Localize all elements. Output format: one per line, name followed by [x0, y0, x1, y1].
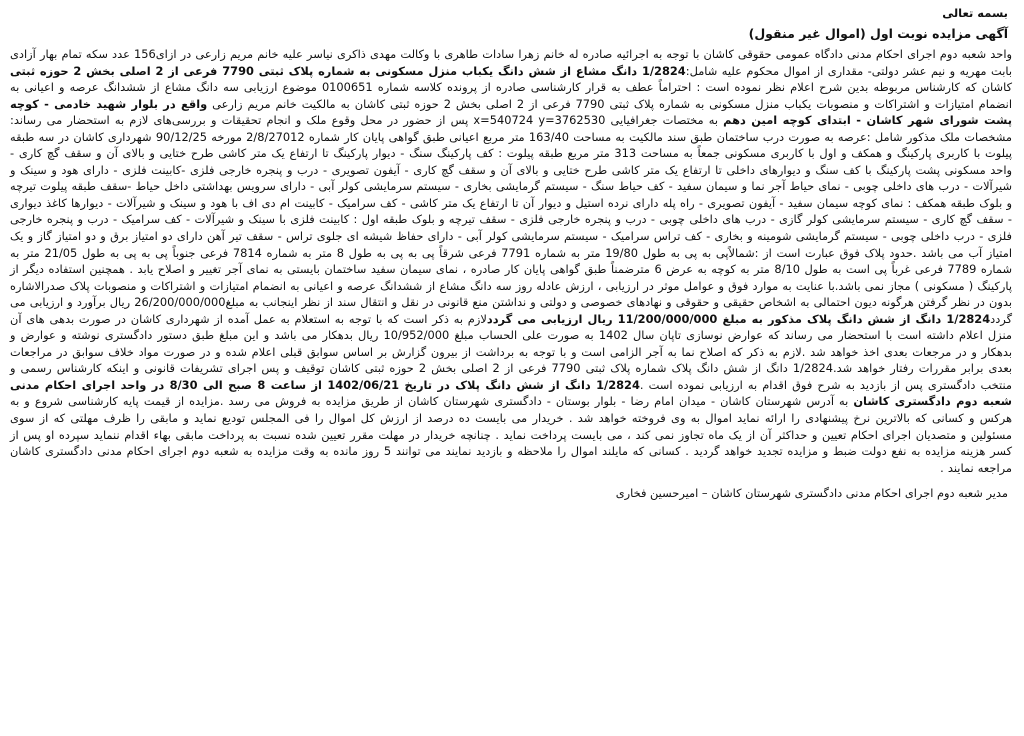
body-intro: واحد شعبه دوم اجرای احکام مدنی دادگاه عمومی حقوقی کاشان با توجه به اجرائیه صادره له خانم زهرا سادات طاهری با وکالت مهدی ذاکری نیاسر علیه خانم مریم زارعی در ازای156 عدد سکه تمام بهار آزادی بابت مهریه و نیم عشر دولتی- مقداری از اموال محکوم علیه شامل: — [10, 47, 1013, 78]
body-auction-terms: به آدرس شهرستان کاشان - میدان امام رضا - بلوار بوستان - دادگستری شهرستان کاشان از طریق مزایده به فروش می رسد .مزایده از قیمت پایه کارشناسی شروع و به هرکس و کسانی که بالاترین نرخ پیشنهادی را ارائه نماید اموال به وی فروخته خواهد شد . خریدار می بایست ده درصد از ارزش کل اموال را فی المجلس تودیع نماید و مابقی را ظرف مهلتی که از سوی مسئولین و متصدیان اجرای احکام تعیین و حداکثر آن از یک ماه تجاوز نمی کند ، می بایست پرداخت نماید . چنانچه خریدار در مهلت مقرر تعیین شده نسبت به پرداخت مابقی بهاء اقدام ننماید سپرده او پس از کسر هزینه مزایده به نفع دولت ضبط و مزایده تجدید خواهد گردید . کسانی که مایلند اموال را ملاحظه و بازدید نمایند می توانند 5 روز مانده به وقت مزایده به شعبه دوم اجرای احکام مدنی دادگستری کاشان مراجعه نمایند . — [10, 394, 1012, 475]
signature-line: مدیر شعبه دوم اجرای احکام مدنی دادگستری شهرستان کاشان – امیرحسین فخاری — [615, 486, 1008, 501]
body-property-address: واقع در بلوار شهید خادمی - کوچه پشت شورای شهر کاشان - ابتدای کوچه امین دهم — [10, 96, 1012, 128]
body-appraisal-intro: کاشان که کارشناس مربوطه بدین شرح اعلام نظر نموده است : احتراماً عطف به قرار کارشناسی صادره از پرونده کلاسه شماره 0100651 موضوع ارزیابی سه دانگ مشاع از ششدانگ عرصه و اعیانی به انضمام امتیازات و اشتراکات و منصوبات یکباب منزل مسکونی به شماره پلاک ثبتی 7790 فرعی از 2 اصلی بخش 2 حوزه ثبتی کاشان به مالکیت خانم مریم زارعی — [10, 80, 1012, 111]
notice-body — [10, 46, 1012, 476]
body-property-description: به مختصات جغرافیایی x=540724 y=3762530 پس از حضور در محل وقوع ملک و انجام تحقیقات و بررسی‌های لازم به استحضار می رساند: مشخصات ملک مذکور شامل :عرصه به صورت درب ساختمان طبق سند مالکیت به مساحت 163/40 متر مربع اعیانی طبق گواهی پایان کار شماره 2/8/27012 مورخه 90/12/25 شهرداری کاشان در سه طبقه پیلوت با کاربری پارکینگ و همکف و اول با کاربری مسکونی جمعاً به مساحت 313 متر مربع طبقه پیلوت : کف پارکینگ سنگ - دیوار پارکینگ تا ارتفاع یک متر کاشی طرح ختایی و بالای آن و سقف گچ کاری - واحد مسکونی پشت پارکینگ با کف سنگ و دیوارهای داخلی تا ارتفاع یک متر کاشی طرح ختایی و بالای آن و سقف گچ کاری - آیفون تصویری - درب و پنجره خارجی فلزی -کابینت فلزی - دارای هود و سینک و شیرآلات - درب های داخلی چوبی - نمای حیاط آجر نما و سیمان سفید - کف حیاط سنگ - سیستم گرمایشی بخاری - سیستم سرمایشی کولر آبی - دارای سرویس بهداشتی داخل حیاط -سقف طبقه پیلوت تیرچه و بلوک طبقه همکف : نمای کوچه سیمان سفید - آیفون تصویری - راه پله دارای نرده استیل و دیوار آن تا ارتفاع یک متر کاشی - کف سرامیک - کابینت ام دی اف با هود و سینک و شیرآلات - دیوارها کاغذ دیواری - سقف گچ کاری - سیستم سرمایشی کولر گازی - درب های داخلی چوبی - درب و پنجره خارجی فلزی - سقف تیرچه و بلوک طبقه اول : کابینت فلزی با سینک و شیرآلات - کف سرامیک - درب و پنجره خارجی فلزی - درب داخلی چوبی - سیستم گرمایشی شومینه و بخاری - کف تراس سرامیک - سیستم سرمایشی کولر آبی - دارای حفاظ شیشه ای جلوی تراس - سقف تیر آهن دارای دو امتیاز برق و دو امتیاز گاز و یک امتیاز آب می باشد .حدود پلاک فوق عبارت است از :شمالاًپی به پی به طول 19/80 متر به شماره 7791 فرعی شرقاً پی به پی به طول 8 متر به شماره 7814 فرعی جنوباً پی به پی به طول 21/05 متر به شماره 7789 فرعی غرباً پی است به طول 8/10 متر به کوچه به عرض 6 مترضمناً طبق گواهی پایان کار صادره ، نمای سیمان سفید ساختمان بایستی به نمای آجر تغییر و اصلاح یابد . همچنین استفاده دیگر از پارکینگ ( مسکونی ) مجاز نمی باشد.با عنایت به موارد فوق و عوامل موثر در ارزیابی ، ارزش عادله روز سه دانگ مشاع از ششدانگ عرصه و اعیانی به انضمام امتیازات و اشتراکات و منصوبات پلاک صدرالاشاره بدون در نظر گرفتن هرگونه دیون احتمالی به اشخاص حقیقی و حقوقی و نهادهای خصوصی و دولتی و نداشتن منع قانونی در نقل و انتقال سند از نظر اینجانب به مبلغ26/200/000/000 ریال برآورد و ارزیابی می گردد — [10, 113, 1013, 326]
notice-title: آگهی مزایده نوبت اول (اموال غیر منقول) — [748, 26, 1008, 41]
bismillah-heading: بسمه تعالی — [942, 6, 1008, 20]
auction-notice — [10, 4, 1012, 730]
body-appraised-value: 1/2824 دانگ از شش دانگ پلاک مذکور به مبلغ 11/200/000/000 ریال ارزیابی می گردد — [486, 311, 991, 326]
body-auction-date: 1/2824 دانگ از شش دانگ پلاک در تاریخ 1402/06/21 از ساعت 8 صبح الی 8/30 در واحد اجرای احکام مدنی شعبه دوم دادگستری کاشان — [10, 377, 1012, 409]
body-property-share: 1/2824 دانگ مشاع از شش دانگ یکباب منزل مسکونی به شماره پلاک ثبتی 7790 فرعی از 2 اصلی بخش 2 حوزه ثبتی — [10, 63, 686, 78]
body-municipal-debts: لازم به ذکر است که با توجه به استعلام به عمل آمده از شهرداری کاشان در صورت بدهی های آن منزل اعلام داشته است با استحضار می رساند که عوارض نوسازی تاپان سال 1402 به صورت علی الحساب مبلغ 10/952/000 ریال بدهکار می باشد و این مبلغ طبق دستور دادگستری نوشته و عوارض و بدهکار و در مرجعات بعدی اخذ خواهد شد .لازم به ذکر که اصلاح نما به آجر الزامی است و با توجه به برداشت از بیرون گزارش بر اساس سوابق قبلی اعلام شده و در صورت مواد خلاف سوابق در مراجعات بعدی برابر مقررات رفتار خواهد شد.1/2824 دانگ از شش دانگ پلاک شماره پلاک ثبتی 7790 فرعی از 2 اصلی بخش 2 حوزه ثبتی کاشان توقیف و پس اجرای تشریفات قانونی و اینکه کارشناس رسمی و منتخب دادگستری پس از بازدید به شرح فوق اقدام به ارزیابی نموده است . — [10, 311, 1012, 392]
